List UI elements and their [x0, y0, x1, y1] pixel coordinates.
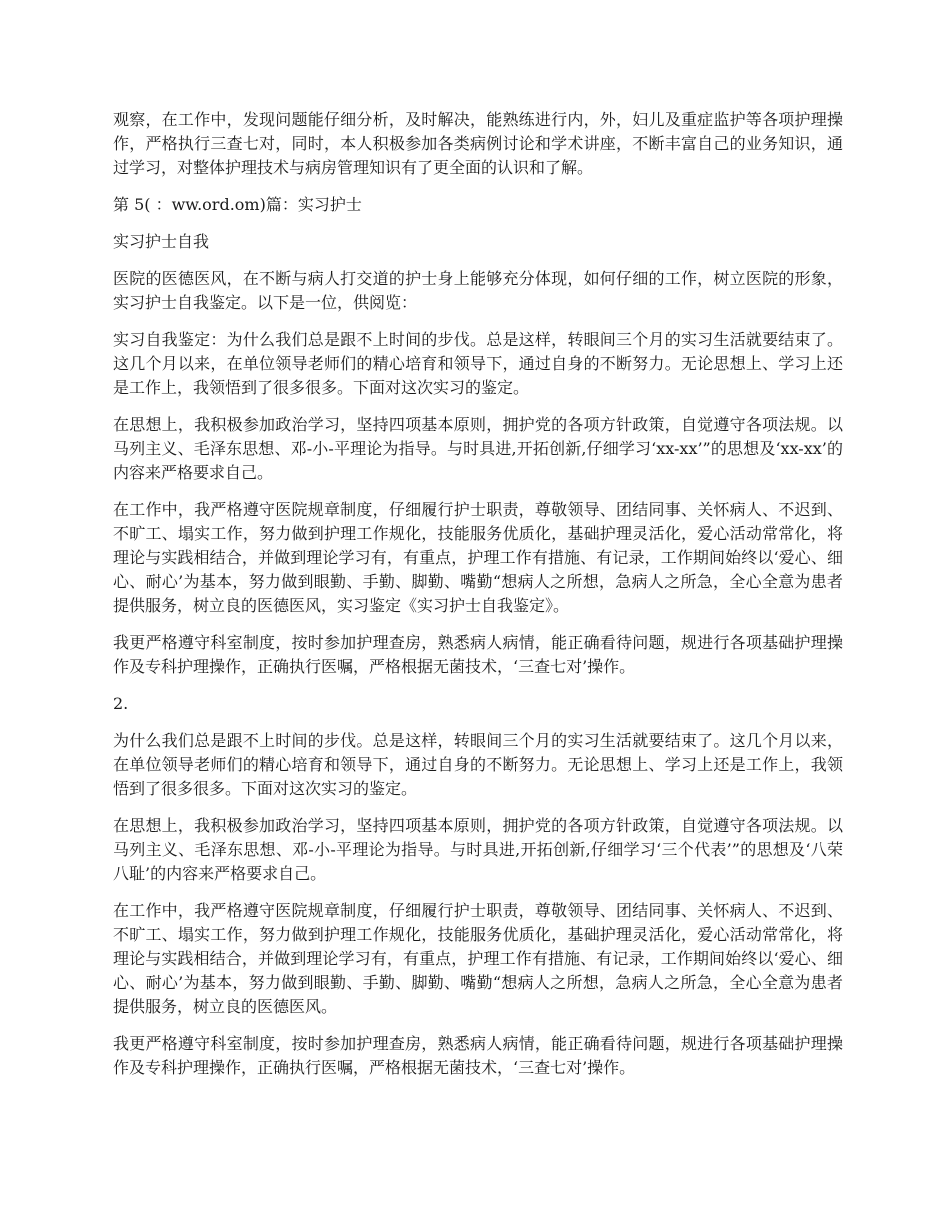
document-body — [113, 108, 843, 1093]
section-subtitle: 实习护士自我 — [113, 232, 210, 251]
paragraph-department-rules-2: 我更严格遵守科室制度，按时参加护理查房，熟悉病人病情，能正确看待问题，规进行各项基础护理操作及专科护理操作，正确执行医嘱，严格根据无菌技术，‘三查七对’操作。 — [113, 1034, 843, 1077]
item-number: 2. — [113, 694, 129, 713]
paragraph-work-2: 在工作中，我严格遵守医院规章制度，仔细履行护士职责，尊敬领导、团结同事、关怀病人、不迟到、不旷工、塌实工作，努力做到护理工作规化，技能服务优质化，基础护理灵活化，爱心活动常常化，将理论与实践相结合，并做到理论学习有，有重点，护理工作有措施、有记录，工作期间始终以‘爱心、细心、耐心’为基本，努力做到眼勤、手勤、脚勤、嘴勤“想病人之所想，急病人之所急，全心全意为患者提供服务，树立良的医德医风。 — [113, 901, 843, 1016]
section-heading: 第 5( ：ww.ord.om)篇：实习护士 — [113, 195, 362, 214]
paragraph-work: 在工作中，我严格遵守医院规章制度，仔细履行护士职责，尊敬领导、团结同事、关怀病人、不迟到、不旷工、塌实工作，努力做到护理工作规化，技能服务优质化，基础护理灵活化，爱心活动常常化，将理论与实践相结合，并做到理论学习有，有重点，护理工作有措施、有记录，工作期间始终以‘爱心、细心、耐心’为基本，努力做到眼勤、手勤、脚勤、嘴勤“想病人之所想，急病人之所急，全心全意为患者提供服务，树立良的医德医风，实习鉴定《实习护士自我鉴定》。 — [113, 500, 843, 615]
paragraph-continuation: 观察，在工作中，发现问题能仔细分析，及时解决，能熟练进行内，外，妇儿及重症监护等各项护理操作，严格执行三查七对，同时，本人积极参加各类病例讨论和学术讲座，不断丰富自己的业务知识，通过学习，对整体护理技术与病房管理知识有了更全面的认识和了解。 — [113, 110, 843, 177]
paragraph-ideology: 在思想上，我积极参加政治学习，坚持四项基本原则，拥护党的各项方针政策，自觉遵守各项法规。以马列主义、毛泽东思想、邓-小-平理论为指导。与时具进,开拓创新,仔细学习‘xx-xx’”的思想及‘xx-xx’的内容来严格要求自己。 — [113, 415, 843, 482]
paragraph-self-assessment: 实习自我鉴定：为什么我们总是跟不上时间的步伐。总是这样，转眼间三个月的实习生活就要结束了。这几个月以来，在单位领导老师们的精心培育和领导下，通过自身的不断努力。无论思想上、学习上还是工作上，我领悟到了很多很多。下面对这次实习的鉴定。 — [113, 330, 843, 397]
paragraph-department-rules: 我更严格遵守科室制度，按时参加护理查房，熟悉病人病情，能正确看待问题，规进行各项基础护理操作及专科护理操作，正确执行医嘱，严格根据无菌技术，‘三查七对’操作。 — [113, 633, 843, 676]
paragraph-time-passing: 为什么我们总是跟不上时间的步伐。总是这样，转眼间三个月的实习生活就要结束了。这几个月以来，在单位领导老师们的精心培育和领导下，通过自身的不断努力。无论思想上、学习上还是工作上，我领悟到了很多很多。下面对这次实习的鉴定。 — [113, 731, 843, 798]
paragraph-ideology-2: 在思想上，我积极参加政治学习，坚持四项基本原则，拥护党的各项方针政策，自觉遵守各项法规。以马列主义、毛泽东思想、邓-小-平理论为指导。与时具进,开拓创新,仔细学习‘三个代表’”的思想及‘八荣八耻’的内容来严格要求自己。 — [113, 816, 843, 883]
paragraph-intro: 医院的医德医风，在不断与病人打交道的护士身上能够充分体现，如何仔细的工作，树立医院的形象，实习护士自我鉴定。以下是一位，供阅览： — [113, 269, 843, 312]
